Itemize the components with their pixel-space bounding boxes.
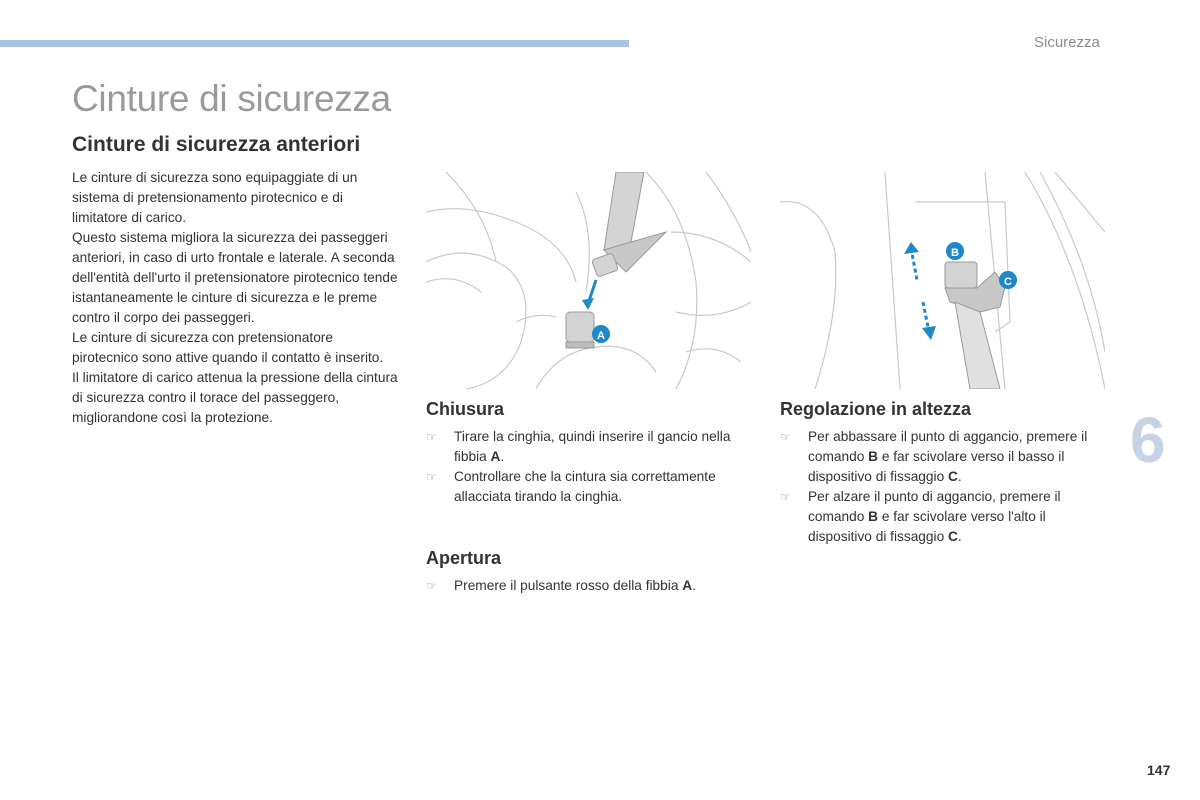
callout-b-label: B [951,247,959,259]
seatbelt-buckle-illustration [426,172,751,389]
regolazione-heading: Regolazione in altezza [780,399,972,419]
list-item: ☞ Premere il pulsante rosso della fibbia A. [426,576,756,596]
chiusura-heading: Chiusura [426,399,505,419]
intro-paragraph: Questo sistema migliora la sicurezza dei passeggeri anteriori, in caso di urto frontale e laterale. A seconda dell'entità dell'urto il pretensionatore pirotecnico tende istantaneamente le cinture di sicurezza e le preme contro il corpo dei passeggeri. [72,230,398,325]
header-accent-bar [0,40,629,47]
intro-paragraph: Il limitatore di carico attenua la pressione della cintura di sicurezza contro il torace del passeggero, migliorandone così la protezione. [72,370,398,425]
pointing-hand-icon: ☞ [426,470,437,484]
apertura-heading: Apertura [426,548,502,568]
page-title: Cinture di sicurezza [72,78,391,119]
pointing-hand-icon: ☞ [780,430,791,444]
pointing-hand-icon: ☞ [426,430,437,444]
intro-paragraph: Le cinture di sicurezza sono equipaggiate di un sistema di pretensionamento pirotecnico e di limitatore di carico. [72,170,358,225]
intro-paragraph: Le cinture di sicurezza con pretensionatore pirotecnico sono attive quando il contatto è inserito. [72,330,384,365]
intro-text [72,168,398,428]
list-item: ☞ Controllare che la cintura sia correttamente allacciata tirando la cinghia. [426,469,716,504]
list-item: ☞ Per abbassare il punto di aggancio, premere il comando B e far scivolare verso il basso il dispositivo di fissaggio C. [780,429,1088,484]
list-item: ☞ Tirare la cinghia, quindi inserire il gancio nella fibbia A. [426,429,731,464]
pointing-hand-icon: ☞ [780,490,791,504]
section-label: Sicurezza [1034,34,1100,51]
page-number: 147 [1147,762,1171,778]
callout-a-label: A [597,330,605,342]
callout-c-label: C [1004,276,1012,288]
list-item: ☞ Per alzare il punto di aggancio, premere il comando B e far scivolare verso l'alto il dispositivo di fissaggio C. [780,489,1061,544]
chapter-number: 6 [1130,404,1166,476]
chiusura-list [426,427,756,507]
height-adjust-illustration [780,172,1105,389]
regolazione-list [780,427,1110,547]
pointing-hand-icon: ☞ [426,579,437,593]
section-heading: Cinture di sicurezza anteriori [72,133,361,156]
apertura-list [426,576,756,596]
